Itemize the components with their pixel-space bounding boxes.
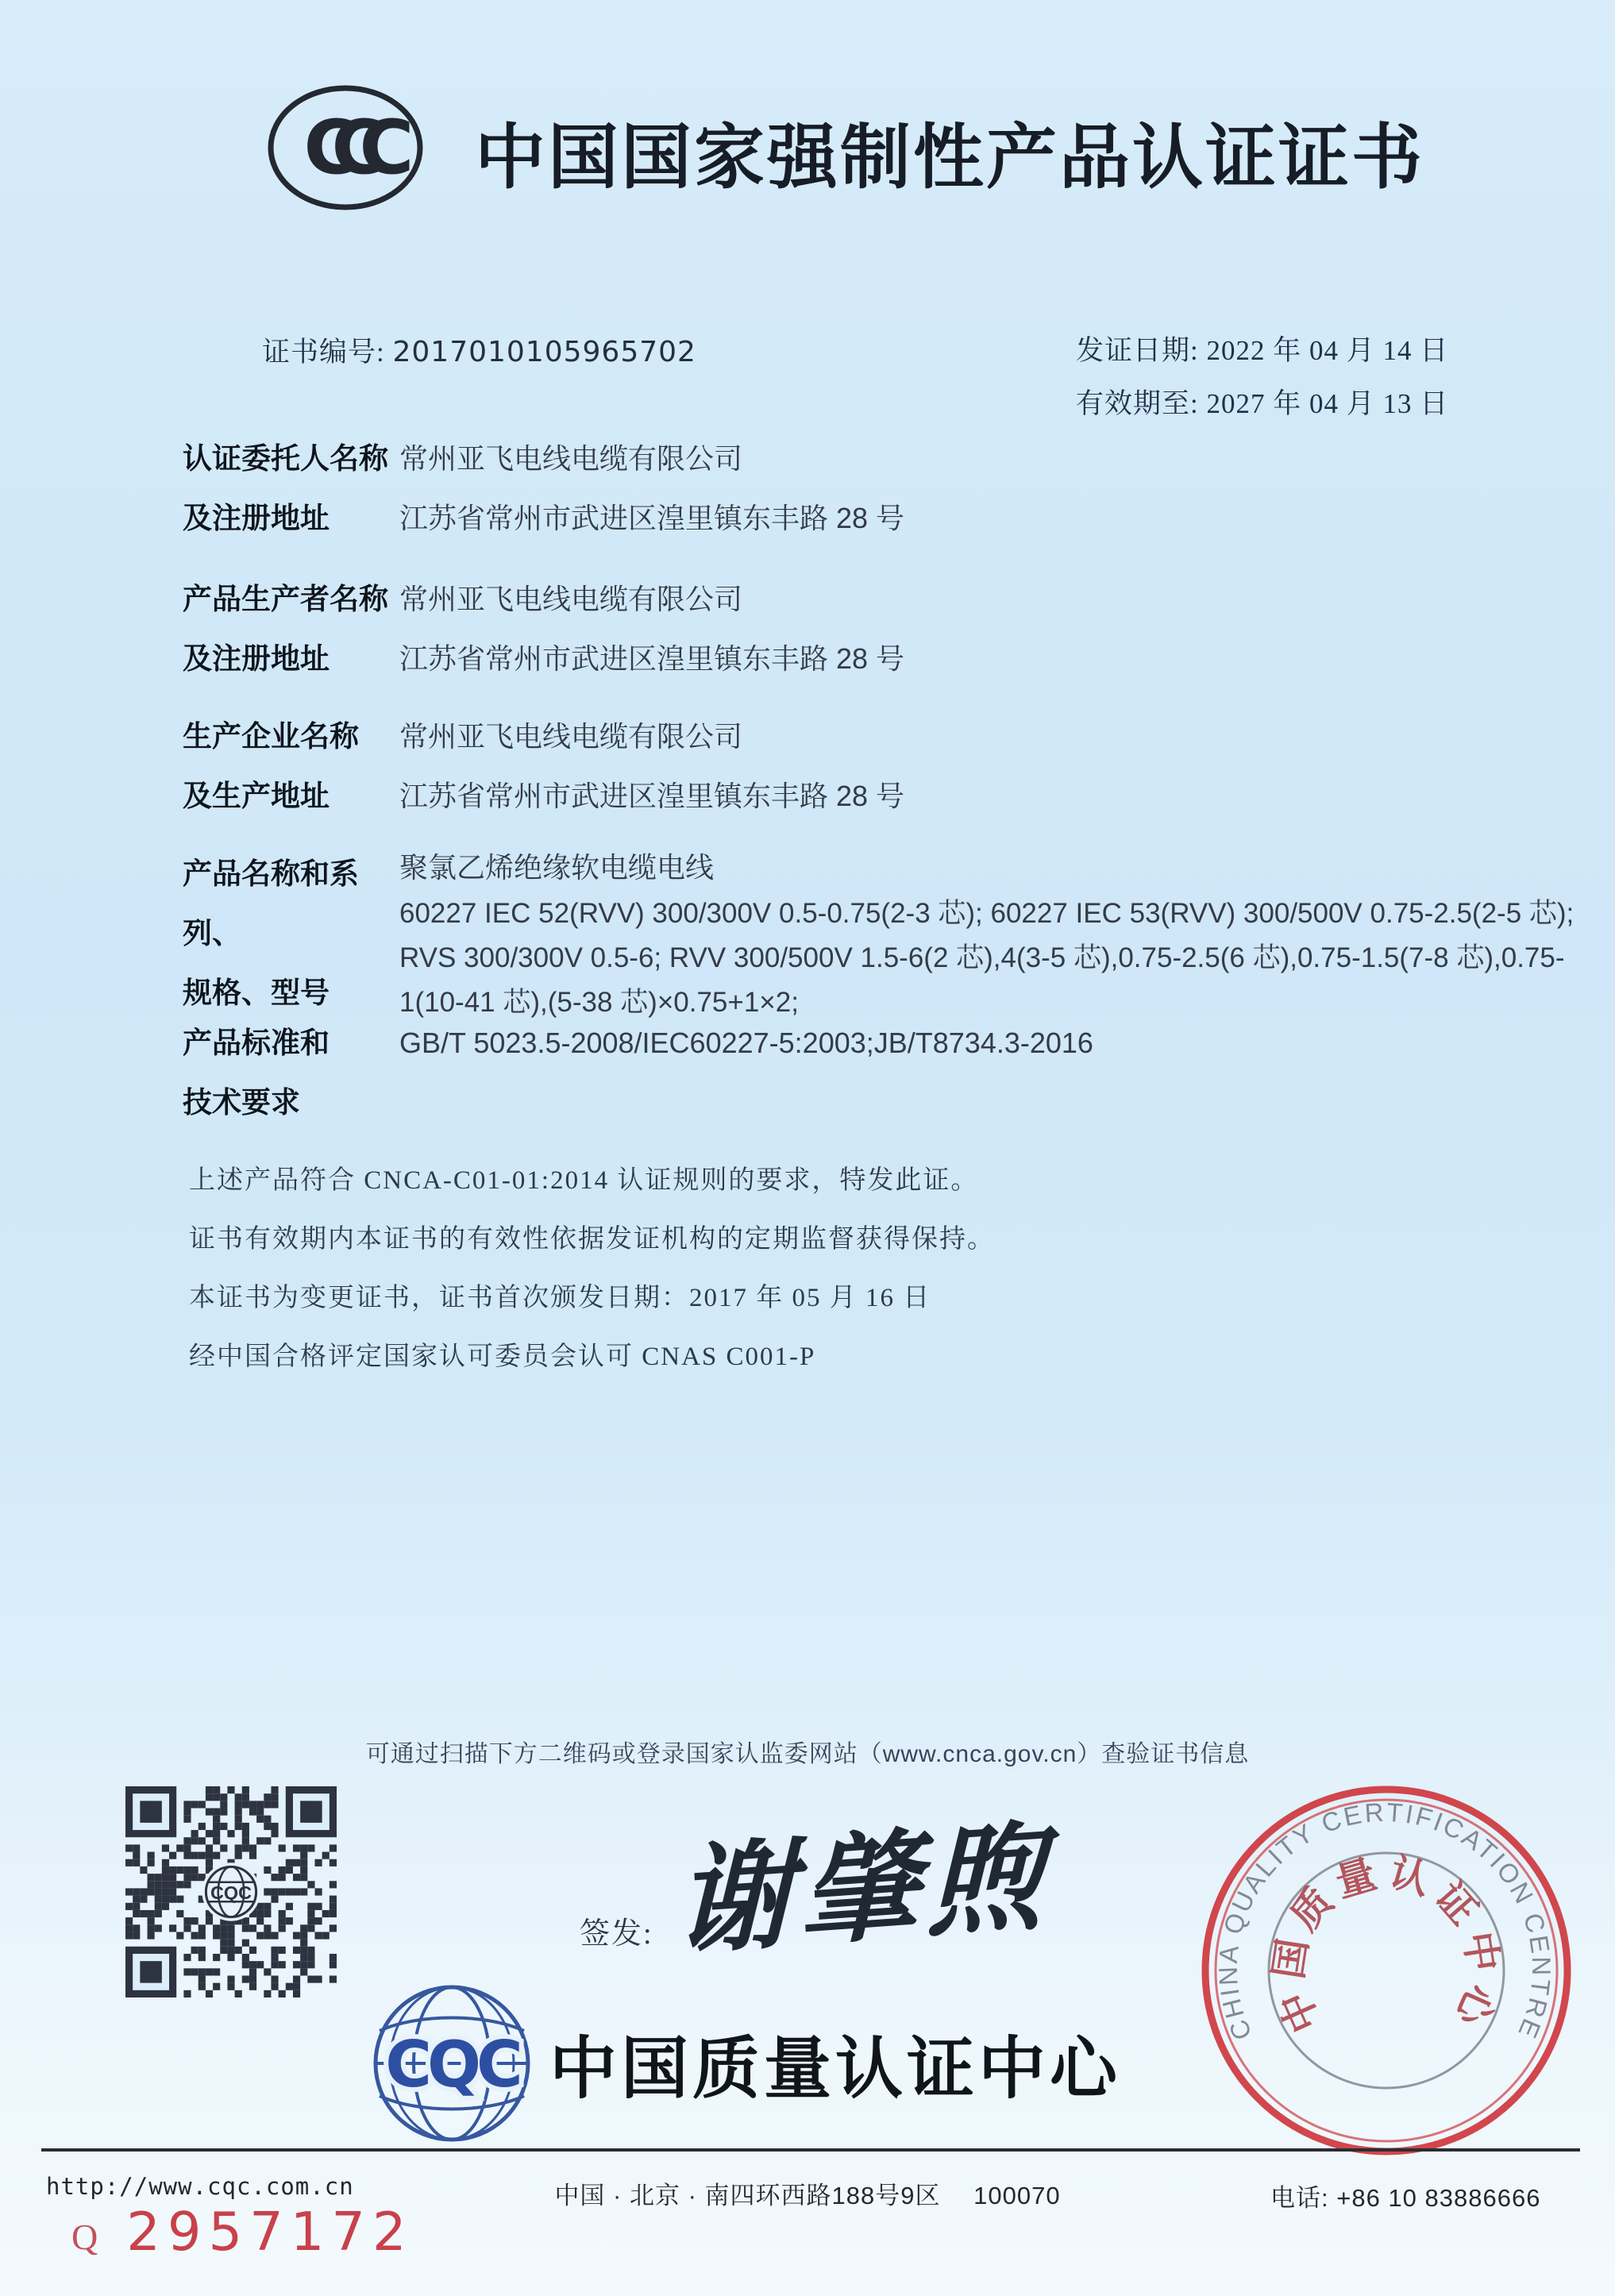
field-row-product: [183, 844, 1588, 1025]
statement-line: 本证书为变更证书，证书首次颁发日期：2017 年 05 月 16 日: [189, 1284, 931, 1312]
stamp-inner-text: 中国质量认证中心: [1266, 1849, 1507, 2040]
field-value: GB/T 5023.5-2008/IEC60227-5:2003;JB/T8734.3-2016: [399, 1027, 1093, 1059]
certificate-number-line: [262, 330, 696, 370]
issue-date-value: 2022 年 04 月 14 日: [1206, 335, 1449, 366]
valid-to-label: 有效期至:: [1076, 388, 1199, 419]
field-value: 常州亚飞电线电缆有限公司 江苏省常州市武进区湟里镇东丰路 28 号: [399, 442, 905, 534]
svg-text:CQC: CQC: [210, 1882, 252, 1904]
cqc-globe-icon: [370, 1982, 534, 2145]
field-row-standard: [183, 1013, 1588, 1132]
certificate-number-value: 2017010105965702: [392, 336, 696, 368]
stamp-outer-text: CHINA QUALITY CERTIFICATION CENTRE: [1212, 1797, 1557, 2045]
statement-line: 证书有效期内本证书的有效性依据发证机构的定期监督获得保持。: [189, 1225, 995, 1254]
certificate-number-label: 证书编号:: [262, 337, 385, 368]
valid-to-line: [1076, 377, 1448, 430]
field-label: 认证委托人名称 及注册地址: [183, 442, 388, 534]
field-row-manufacturer: [183, 569, 1588, 688]
issuer-name: 中国质量认证中心: [549, 2032, 1122, 2107]
cqc-letters: CQC: [385, 2028, 518, 2101]
statement-block: [189, 1151, 995, 1386]
serial-number: [71, 2201, 414, 2263]
product-spec: 60227 IEC 52(RVV) 300/300V 0.5-0.75(2-3 芯); 60227 IEC 53(RVV) 300/500V 0.75-2.5(2-5 芯); RVS 300/300V 0.5-6; RVV 300/500V 1.5-6(2 芯),4(3-5 芯),0.75-2.5(6 芯),0.75-1.5(7-8 芯),0.75-1(10-41 芯),(5-38 芯)×0.75+1×2;: [399, 898, 1575, 1018]
serial-digits: 2957172: [126, 2201, 414, 2263]
signed-by-label: 签发:: [580, 1917, 653, 1951]
qr-instruction-text: 可通过扫描下方二维码或登录国家认监委网站（www.cnca.gov.cn）查验证书信息: [365, 1741, 1250, 1767]
footer-divider: [41, 2148, 1580, 2152]
issue-date-label: 发证日期:: [1076, 335, 1199, 366]
issue-date-line: [1076, 324, 1448, 377]
field-label: 生产企业名称 及生产地址: [183, 720, 359, 812]
ccc-letters: CCC: [303, 105, 387, 191]
ccc-mark-icon: [265, 83, 426, 213]
footer-address: 中国 · 北京 · 南四环西路188号9区 100070: [554, 2182, 1061, 2209]
footer-website: http://www.cqc.com.cn: [46, 2173, 354, 2200]
field-value: 常州亚飞电线电缆有限公司 江苏省常州市武进区湟里镇东丰路 28 号: [399, 583, 905, 675]
serial-prefix: Q: [71, 2217, 98, 2257]
valid-to-value: 2027 年 04 月 13 日: [1206, 388, 1449, 419]
field-label: 产品名称和系列、 规格、型号: [183, 857, 359, 1009]
footer-phone: 电话: +86 10 83886666: [1270, 2184, 1541, 2212]
field-label: 产品生产者名称 及注册地址: [183, 583, 388, 675]
date-block: [1076, 324, 1448, 430]
qr-code: [125, 1786, 337, 1997]
product-name: 聚氯乙烯绝缘软电缆电线: [399, 851, 715, 884]
certificate-title: 中国国家强制性产品认证证书: [475, 117, 1424, 197]
field-row-applicant: [183, 429, 1588, 548]
field-value: [399, 844, 1588, 1025]
field-label: 产品标准和 技术要求: [183, 1027, 330, 1119]
field-value: 常州亚飞电线电缆有限公司 江苏省常州市武进区湟里镇东丰路 28 号: [399, 720, 905, 812]
cqc-red-stamp: [1193, 1777, 1580, 2164]
statement-line: 上述产品符合 CNCA-C01-01:2014 认证规则的要求，特发此证。: [189, 1166, 979, 1195]
svg-text:中国质量认证中心: [1266, 1850, 1506, 2040]
statement-line: 经中国合格评定国家认可委员会认可 CNAS C001-P: [189, 1343, 816, 1371]
field-row-factory: [183, 707, 1588, 826]
signature-handwriting: 谢肇煦: [675, 1806, 1051, 1971]
